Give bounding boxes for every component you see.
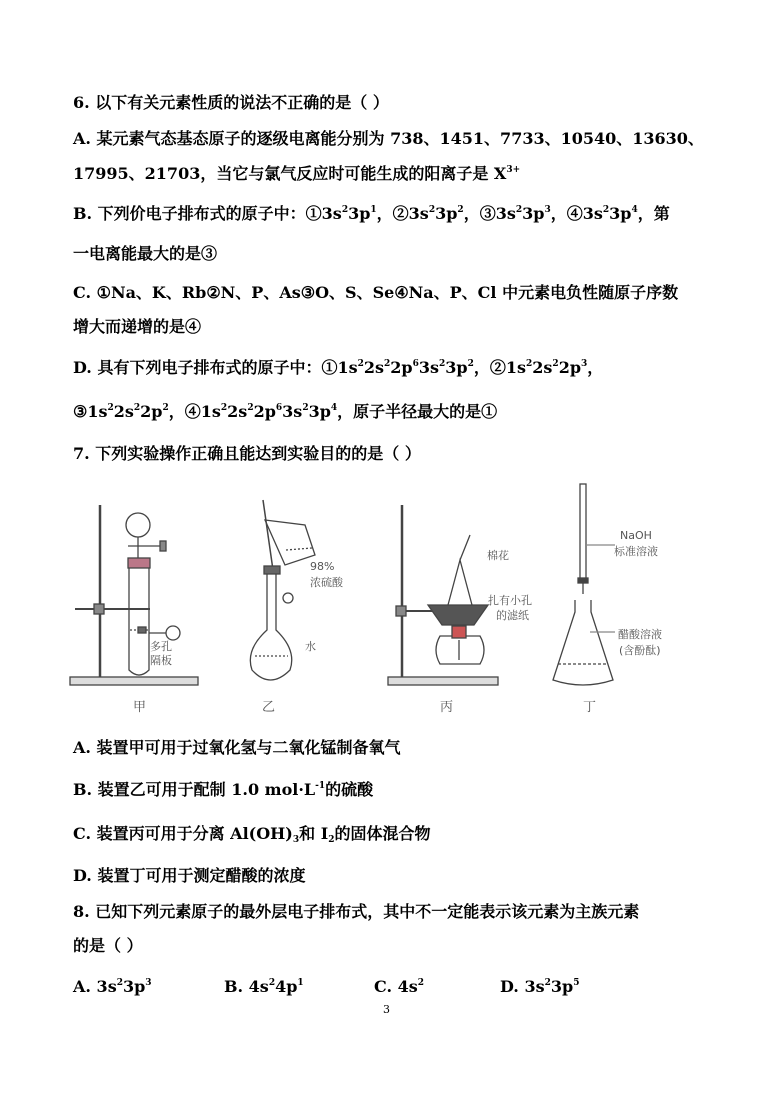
q6-option-c-line2: 增大而递增的是④ <box>73 317 202 336</box>
figure-label-ding: 丁 <box>583 700 597 715</box>
apparatus-bing <box>388 505 498 685</box>
figure-label-jia: 甲 <box>133 700 147 715</box>
q8-option-a: A. $3s^23p^3$ <box>73 977 152 996</box>
q6-option-b-line2: 一电离能最大的是③ <box>73 244 218 263</box>
figure-label-bing: 丙 <box>440 700 454 715</box>
q6-option-b-line1: B. 下列价电子排布式的原子中：$①3s^23p^1$，$②3s^23p^2$，$③3s^23p^3$，$④3s^23p^4$，第 <box>73 204 670 223</box>
annotation-cotton: 棉花 <box>487 549 509 562</box>
annotation-filter-line2: 的滤纸 <box>496 609 529 622</box>
q6-option-a-line2: 17995、21703，当它与氯气反应时可能生成的阳离子是 $X^{3+}$ <box>73 164 521 183</box>
q7-option-a: A. 装置甲可用于过氧化氢与二氧化锰制备氧气 <box>73 738 401 757</box>
q8-stem-line2: 的是（ ） <box>73 936 143 955</box>
q7-stem: 7. 下列实验操作正确且能达到实验目的的是（ ） <box>73 444 421 463</box>
q7-option-d: D. 装置丁可用于测定醋酸的浓度 <box>73 866 306 885</box>
q8-option-b: B. $4s^24p^1$ <box>224 977 304 996</box>
annotation-phenolphthalein: (含酚酞) <box>619 644 661 657</box>
annotation-standard-solution: 标准溶液 <box>614 545 658 558</box>
annotation-acid-percent: 98% <box>310 560 335 573</box>
q8-option-c: C. $4s^2$ <box>374 977 424 996</box>
q6-stem: 6. 以下有关元素性质的说法不正确的是（ ） <box>73 93 389 112</box>
page-number: 3 <box>383 1003 390 1016</box>
q6-option-d-line2: $③1s^22s^22p^2$，$④1s^22s^22p^63s^23p^4$，原子半径最大的是① <box>73 402 498 421</box>
annotation-acid-name: 浓硫酸 <box>310 576 343 589</box>
q8-stem-line1: 8. 已知下列元素原子的最外层电子排布式，其中不一定能表示该元素为主族元素 <box>73 902 640 921</box>
q6-option-c-line1: C. ①Na、K、Rb②N、P、As③O、S、Se④Na、P、Cl 中元素电负性随原子序数 <box>73 283 679 302</box>
apparatus-jia <box>70 505 198 685</box>
q6-option-d-line1: D. 具有下列电子排布式的原子中：$①1s^22s^22p^63s^23p^2$，$②1s^22s^22p^3$， <box>73 358 604 377</box>
q8-option-d: D. $3s^23p^5$ <box>500 977 580 996</box>
annotation-naoh: NaOH <box>620 529 652 542</box>
annotation-water: 水 <box>305 640 316 653</box>
annotation-filter-line1: 扎有小孔 <box>488 594 532 607</box>
apparatus-ding <box>553 484 615 685</box>
annotation-vinegar: 醋酸溶液 <box>618 628 662 641</box>
annotation-porous-plate: 多孔 隔板 <box>150 640 172 667</box>
figure-label-yi: 乙 <box>262 700 276 715</box>
q7-option-b: B. 装置乙可用于配制 1.0 $mol\cdot L^{-1}$的硫酸 <box>73 780 374 799</box>
q7-option-c: C. 装置丙可用于分离 $Al(OH)_3$和 $I_2$的固体混合物 <box>73 824 431 845</box>
q6-option-a-line1: A. 某元素气态基态原子的逐级电离能分别为 738、1451、7733、10540、13630、 <box>73 129 704 148</box>
